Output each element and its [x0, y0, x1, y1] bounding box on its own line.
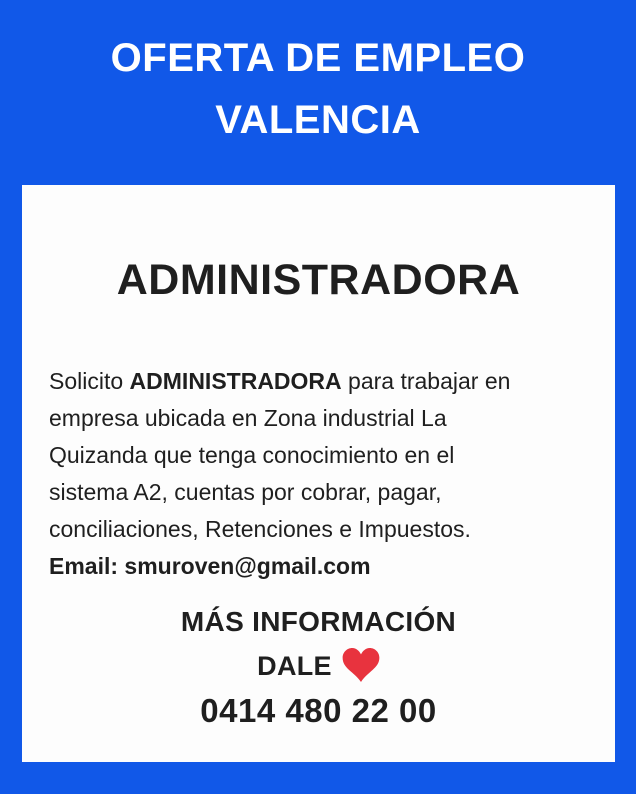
job-description — [49, 363, 595, 585]
flyer-header — [0, 27, 636, 151]
description-line-5: conciliaciones, Retenciones e Impuestos. — [49, 516, 471, 542]
job-card — [22, 185, 615, 762]
dale-row — [22, 644, 615, 688]
more-info-label: MÁS INFORMACIÓN — [180, 606, 457, 637]
description-line-2: empresa ubicada en Zona industrial La — [49, 405, 447, 431]
email-line: Email: smuroven@gmail.com — [49, 553, 371, 579]
phone-number: 0414 480 22 00 — [200, 692, 437, 729]
description-line-4: sistema A2, cuentas por cobrar, pagar, — [49, 479, 442, 505]
description-line-1 — [49, 363, 595, 400]
header-title-line1: OFERTA DE EMPLEO — [110, 36, 526, 80]
header-title-line2: VALENCIA — [215, 98, 421, 142]
job-title: ADMINISTRADORA — [116, 256, 521, 304]
contact-section — [22, 600, 615, 734]
dale-label: DALE — [257, 651, 332, 681]
red-heart-icon — [342, 648, 380, 682]
description-bold-segment: ADMINISTRADORA — [129, 368, 342, 394]
description-line-3: Quizanda que tenga conocimiento en el — [49, 442, 455, 468]
description-text-segment: para trabajar en — [341, 368, 511, 394]
description-text-segment: Solicito — [49, 368, 130, 394]
